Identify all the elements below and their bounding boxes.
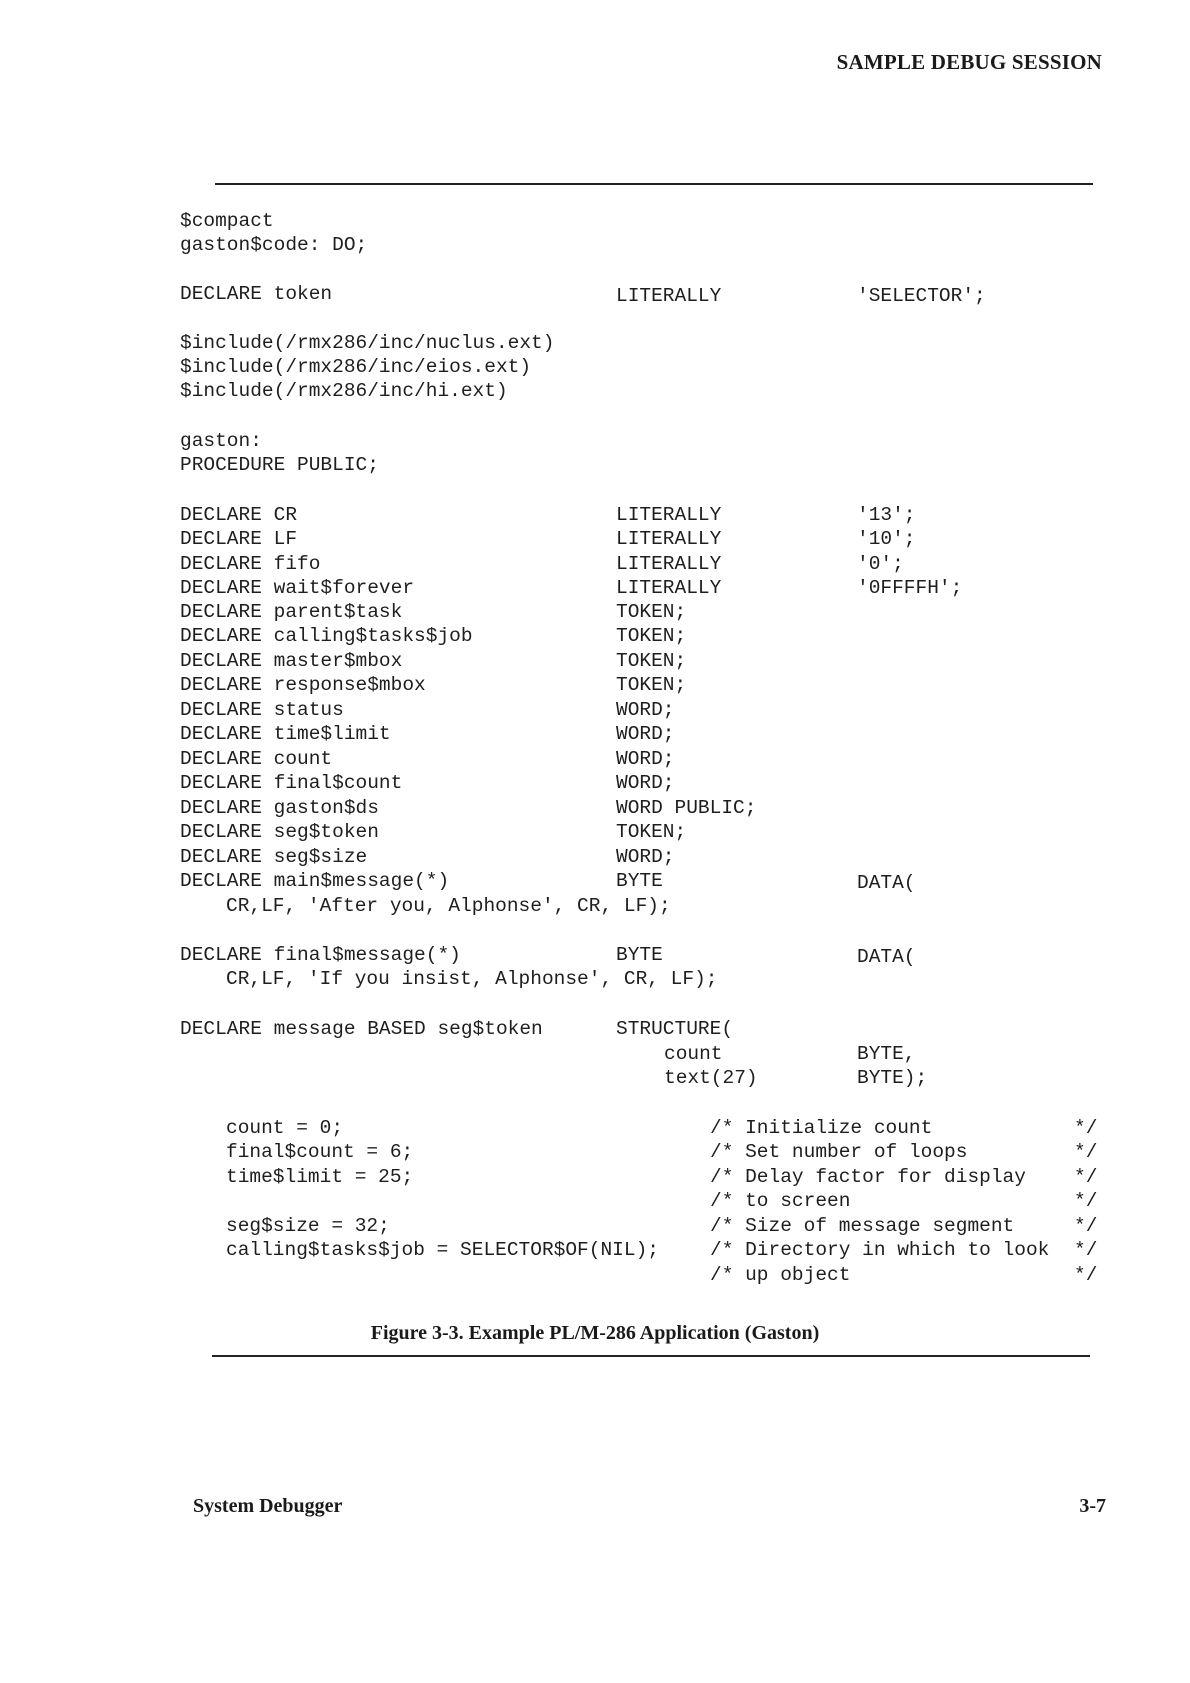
code-type: BYTE	[616, 870, 663, 892]
code-type: TOKEN;	[616, 601, 687, 623]
code-line: DECLARE time$limit	[180, 723, 391, 745]
code-line: DECLARE seg$size	[180, 846, 368, 868]
statement-code: calling$tasks$job = SELECTOR$OF(NIL);	[226, 1239, 659, 1261]
code-type: STRUCTURE(	[616, 1018, 734, 1040]
code-type: BYTE	[616, 944, 663, 966]
code-line: DECLARE fifo	[180, 553, 321, 575]
code-value: '0FFFFH';	[857, 577, 963, 599]
statement-code: time$limit = 25;	[226, 1166, 414, 1188]
code-type: LITERALLY	[616, 577, 722, 599]
code-type: TOKEN;	[616, 821, 687, 843]
comment-end: */	[1074, 1264, 1098, 1286]
statement-comment: /* Initialize count	[710, 1117, 933, 1139]
code-type: WORD;	[616, 699, 675, 721]
code-line: $include(/rmx286/inc/nuclus.ext)	[180, 332, 555, 354]
statement-comment: /* up object	[710, 1264, 851, 1286]
footer-title: System Debugger	[193, 1495, 343, 1517]
comment-end: */	[1074, 1215, 1098, 1237]
code-line: DECLARE LF	[180, 528, 298, 550]
code-line: CR,LF, 'If you insist, Alphonse', CR, LF);	[226, 968, 718, 990]
statement-code: seg$size = 32;	[226, 1215, 390, 1237]
page-number: 3-7	[1079, 1495, 1106, 1517]
statement-comment: /* Delay factor for display	[710, 1166, 1026, 1188]
code-line: DECLARE response$mbox	[180, 674, 426, 696]
statement-code: final$count = 6;	[226, 1141, 414, 1163]
code-line: DECLARE CR	[180, 504, 298, 526]
figure-caption: Figure 3-3. Example PL/M-286 Application (Gaston)	[370, 1322, 820, 1344]
statement-comment: /* Directory in which to look	[710, 1239, 1050, 1261]
statement-comment: /* Size of message segment	[710, 1215, 1015, 1237]
code-value: '0';	[857, 553, 904, 575]
struct-field-type: BYTE);	[857, 1067, 928, 1089]
code-line: DECLARE status	[180, 699, 344, 721]
code-line: CR,LF, 'After you, Alphonse', CR, LF);	[226, 895, 671, 917]
statement-comment: /* to screen	[710, 1190, 851, 1212]
code-value: 'SELECTOR';	[857, 285, 986, 307]
code-type: LITERALLY	[616, 528, 722, 550]
code-line: $include(/rmx286/inc/hi.ext)	[180, 380, 508, 402]
bottom-rule	[212, 1355, 1090, 1357]
comment-end: */	[1074, 1190, 1098, 1212]
code-line: gaston:	[180, 430, 262, 452]
code-type: WORD;	[616, 723, 675, 745]
code-line: DECLARE message BASED seg$token	[180, 1018, 543, 1040]
code-line: DECLARE gaston$ds	[180, 797, 379, 819]
comment-end: */	[1074, 1166, 1098, 1188]
code-line: DECLARE seg$token	[180, 821, 379, 843]
code-line: DECLARE final$message(*)	[180, 944, 461, 966]
code-type: TOKEN;	[616, 674, 687, 696]
code-type: TOKEN;	[616, 625, 687, 647]
struct-field-type: BYTE,	[857, 1043, 916, 1065]
code-line: $include(/rmx286/inc/eios.ext)	[180, 356, 532, 378]
statement-comment: /* Set number of loops	[710, 1141, 968, 1163]
code-type: WORD;	[616, 748, 675, 770]
struct-field: count	[664, 1043, 723, 1065]
statement-code: count = 0;	[226, 1117, 344, 1139]
code-value: DATA(	[857, 946, 916, 968]
code-type: LITERALLY	[616, 504, 722, 526]
code-type: LITERALLY	[616, 553, 722, 575]
code-value: '10';	[857, 528, 916, 550]
comment-end: */	[1074, 1239, 1098, 1261]
code-value: '13';	[857, 504, 916, 526]
code-type: WORD;	[616, 772, 675, 794]
running-header: SAMPLE DEBUG SESSION	[836, 50, 1102, 74]
code-line: DECLARE final$count	[180, 772, 403, 794]
code-type: LITERALLY	[616, 285, 722, 307]
code-line: $compact	[180, 210, 274, 232]
comment-end: */	[1074, 1117, 1098, 1139]
code-type: WORD;	[616, 846, 675, 868]
code-line: DECLARE calling$tasks$job	[180, 625, 473, 647]
code-line: DECLARE wait$forever	[180, 577, 415, 599]
code-line: DECLARE main$message(*)	[180, 870, 450, 892]
code-line: DECLARE parent$task	[180, 601, 403, 623]
code-line: DECLARE token	[180, 283, 333, 305]
code-line: DECLARE master$mbox	[180, 650, 403, 672]
code-value: DATA(	[857, 872, 916, 894]
comment-end: */	[1074, 1141, 1098, 1163]
struct-field: text(27)	[664, 1067, 758, 1089]
code-line: DECLARE count	[180, 748, 333, 770]
code-line: PROCEDURE PUBLIC;	[180, 454, 379, 476]
code-type: WORD PUBLIC;	[616, 797, 757, 819]
code-line: gaston$code: DO;	[180, 234, 368, 256]
code-type: TOKEN;	[616, 650, 687, 672]
